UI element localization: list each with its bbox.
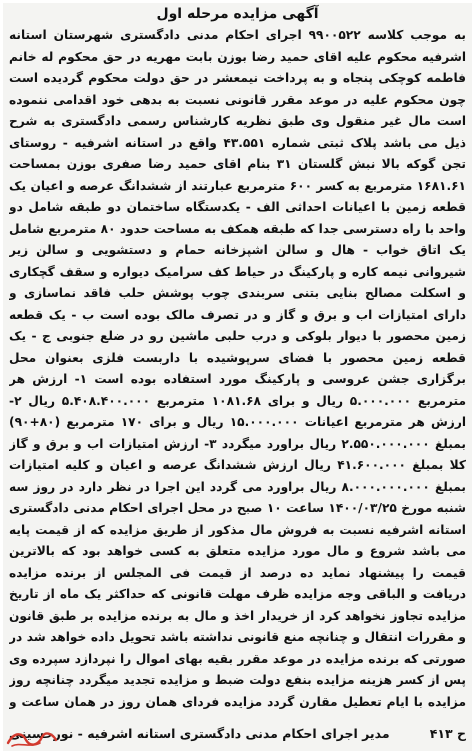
notice-footer [9, 721, 466, 745]
auction-notice [3, 3, 472, 751]
notice-title: آگهی مزایده مرحله اول [156, 6, 319, 22]
notice-body: به موجب کلاسه ۹۹۰۰۵۲۲ اجرای احکام مدنی دادگستری شهرستان استانه اشرفیه محکوم علیه اقای حمید رضا بوزن بابت مهریه در حق محکوم له خانم فاطمه کوچکی پنجاه و به پرداخت نیمعشر در حق دولت محکوم گردیده است چون محکوم علیه در موعد مقرر قانونی نسبت به بدهی خود اقدامی ننموده است مال غیر منقول وی طبق نظریه کارشناس رسمی دادگستری به شرح ذیل می باشد پلاک ثبتی شماره ۴۳.۵۵۱ واقع در استانه اشرفیه - روستای تجن گوکه بالا نبش گلستان ۳۱ بنام اقای حمید رضا صفری بوزن بمساحت ۱۶۸۱.۶۱ مترمربع به کسر ۶۰۰ مترمربع عبارتند از ششدانگ عرصه و اعیان یک قطعه زمین با اعیانات احداثی الف - یکدستگاه ساختمان دو طبقه شامل دو واحد با راه دسترسی جدا که طبقه همکف به مساحت حدود ۸۰ مترمربع شامل یک اتاق خواب - هال و سالن اشپزخانه حمام و دستشویی و سالن زیر شیروانی نیمه کاره و پارکینگ در حیاط کف سرامیک دیواره و سقف گچکاری و اسکلت مصالح بنایی بتنی سربندی چوب پوشش حلب فاقد نماسازی و دارای امتیازات اب و برق و گاز و در تصرف مالک بوده است ب - یک قطعه زمین محصور با دیوار بلوکی و درب حلبی ماشین رو در ضلع جنوبی ج - یک قطعه زمین محصور با فضای سرپوشیده با داربست فلزی بعنوان محل برگزاری جشن عروسی و پارکینگ مورد استفاده بوده است ۱- ارزش هر مترمربع ۵.۰۰۰.۰۰۰ ریال و برای ۱۰۸۱.۶۸ مترمربع ۵.۴۰۸.۴۰۰.۰۰۰ ریال ۲- ارزش هر مترمربع اعیانات ۱۵.۰۰۰.۰۰۰ ریال و برای ۱۷۰ مترمربع (۸۰+۹۰) بمبلغ ۲.۵۵۰.۰۰۰.۰۰۰ ریال براورد میگردد ۳- ارزش امتیازات اب و برق و گاز کلا بمبلغ ۴۱.۶۰۰.۰۰۰ ریال ارزش ششدانگ عرصه و اعیان و کلیه امتیازات بمبلغ ۸.۰۰۰.۰۰۰.۰۰۰ ریال براورد می گردد این اجرا در نظر دارد در روز سه شنبه مورخ ۱۴۰۰/۰۳/۲۵ ساعت ۱۰ صبح در محل اجرای احکام مدنی دادگستری استانه اشرفیه نسبت به فروش مال مذکور از طریق مزایده که از قیمت پایه می باشد شروع و مال مورد مزایده متعلق به کسی خواهد بود که بالاترین قیمت را پیشنهاد نماید ده درصد از قیمت فی المجلس از برنده مزایده دریافت و الباقی وجه مزایده ظرف مهلت قانونی که حداکثر یک ماه از تاریخ مزایده تجاوز نخواهد کرد از خریدار اخذ و مال به برنده مزایده بر طبق قانون و مقررات انتقال و چنانچه منع قانونی نداشته باشد تحویل داده خواهد شد در صورتی که برنده مزایده در موعد مقرر بقیه بهای اموال را نپردازد سپرده وی پس از کسر هزینه مزایده بنفع دولت ضبط و مزایده تجدید میگردد چنانچه روز مزایده با ایام تعطیل مقارن گردد مزایده فردای همان روز در همان ساعت و [9, 28, 466, 709]
footer-signer: مدیر اجرای احکام مدنی دادگستری استانه اشرفیه - نورحسینی [9, 725, 390, 741]
footer-code: ح ۴۱۳ [429, 725, 466, 741]
